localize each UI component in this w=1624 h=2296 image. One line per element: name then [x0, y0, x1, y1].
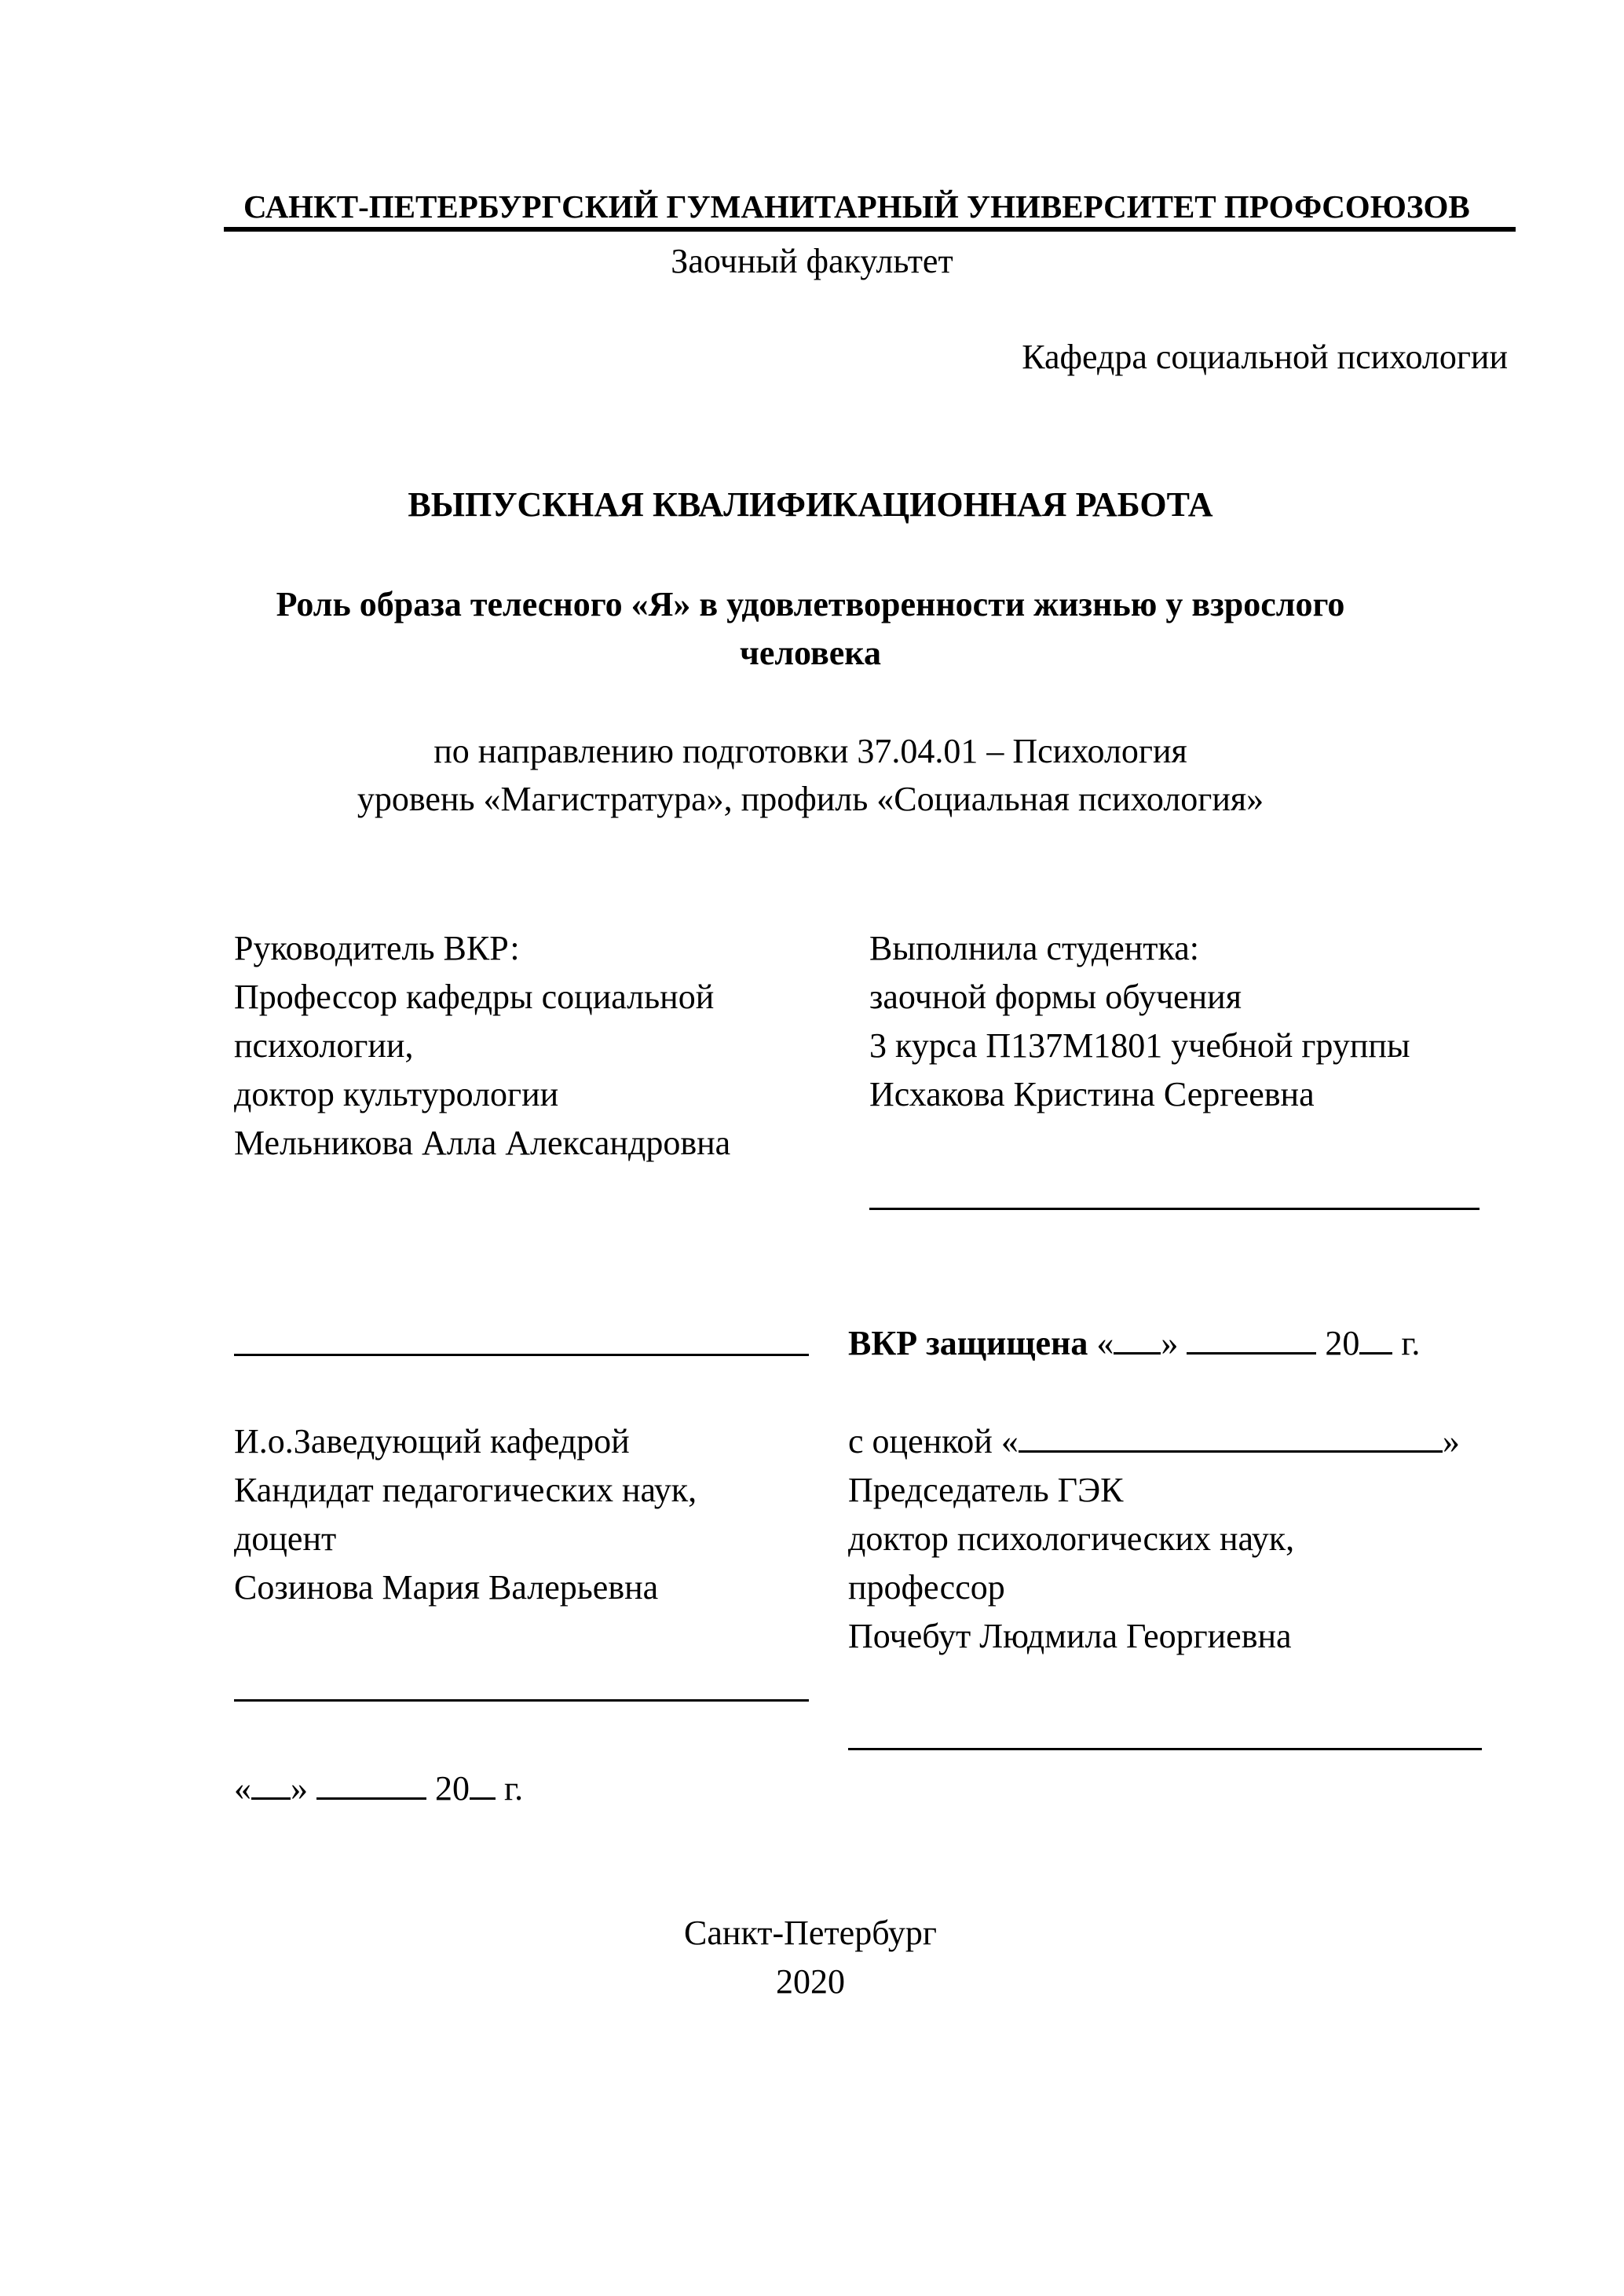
chair-signature-line[interactable] [848, 1748, 1482, 1750]
supervisor-name: Мельникова Алла Александровна [234, 1124, 731, 1162]
approval-day-blank[interactable] [251, 1769, 291, 1800]
header-rule [224, 227, 1516, 232]
footer-year: 2020 [776, 1962, 845, 2001]
work-type-title: ВЫПУСКНАЯ КВАЛИФИКАЦИОННАЯ РАБОТА [408, 485, 1213, 524]
thesis-title-line2: человека [740, 634, 881, 672]
defense-month-blank[interactable] [1187, 1324, 1316, 1355]
defense-day-blank[interactable] [1114, 1324, 1161, 1355]
direction-line1: по направлению подготовки 37.04.01 – Психология [433, 732, 1187, 770]
year-suffix: г. [1392, 1324, 1421, 1362]
supervisor-position-line2: психологии, [234, 1026, 414, 1065]
quote-open: « [234, 1769, 251, 1808]
chair-title: Председатель ГЭК [848, 1471, 1124, 1509]
defense-label: ВКР защищена [848, 1324, 1088, 1362]
quote-close: » [291, 1769, 316, 1808]
head-signature-line[interactable] [234, 1699, 809, 1702]
student-name: Исхакова Кристина Сергеевна [869, 1075, 1315, 1113]
university-name: САНКТ-ПЕТЕРБУРГСКИЙ ГУМАНИТАРНЫЙ УНИВЕРСИТЕТ ПРОФСОЮЗОВ [243, 188, 1470, 225]
quote-close: » [1161, 1324, 1187, 1362]
chair-degree-line2: профессор [848, 1568, 1005, 1607]
defense-date-line [848, 1319, 1420, 1368]
year-prefix: 20 [1316, 1324, 1360, 1362]
head-name: Созинова Мария Валерьевна [234, 1568, 659, 1607]
footer-city: Санкт-Петербург [684, 1914, 937, 1952]
chair-name: Почебут Людмила Георгиевна [848, 1617, 1292, 1655]
supervisor-position-line1: Профессор кафедры социальной [234, 978, 715, 1016]
student-label: Выполнила студентка: [869, 929, 1199, 967]
student-signature-line[interactable] [869, 1208, 1480, 1210]
grade-suffix: » [1442, 1422, 1460, 1461]
approval-year-blank[interactable] [470, 1769, 496, 1800]
student-group: 3 курса П137М1801 учебной группы [869, 1026, 1410, 1065]
head-degree-line2: доцент [234, 1519, 337, 1558]
approval-date-line [234, 1764, 523, 1813]
department-name: Кафедра социальной психологии [1022, 338, 1508, 376]
approval-month-blank[interactable] [316, 1769, 426, 1800]
direction-line2: уровень «Магистратура», профиль «Социальная психология» [357, 780, 1264, 818]
student-study-form: заочной формы обучения [869, 978, 1242, 1016]
year-prefix: 20 [426, 1769, 470, 1808]
quote-open: « [1088, 1324, 1114, 1362]
year-suffix: г. [496, 1769, 524, 1808]
head-title: И.о.Заведующий кафедрой [234, 1422, 630, 1461]
grade-blank[interactable] [1019, 1422, 1443, 1453]
supervisor-signature-line[interactable] [234, 1354, 809, 1356]
head-degree-line1: Кандидат педагогических наук, [234, 1471, 697, 1509]
grade-prefix: с оценкой « [848, 1422, 1019, 1461]
thesis-title-line1: Роль образа телесного «Я» в удовлетворенности жизнью у взрослого [276, 585, 1345, 623]
faculty-name: Заочный факультет [671, 242, 953, 280]
chair-degree-line1: доктор психологических наук, [848, 1519, 1295, 1558]
supervisor-label: Руководитель ВКР: [234, 929, 520, 967]
defense-year-blank[interactable] [1359, 1324, 1392, 1355]
supervisor-degree: доктор культурологии [234, 1075, 559, 1113]
grade-line [848, 1417, 1460, 1466]
